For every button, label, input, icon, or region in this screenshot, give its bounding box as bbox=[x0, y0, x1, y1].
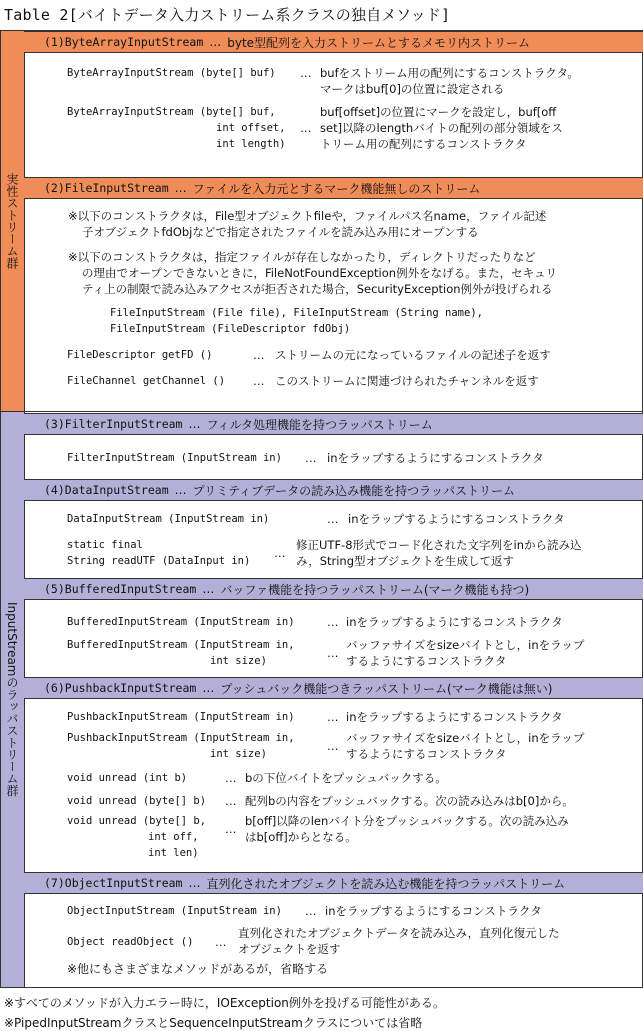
note-text: ティ上の制限で読み込みアクセスが拒否された場合，SecurityException例外が投げられる bbox=[82, 282, 553, 296]
section-description: プッシュバック機能つきラッパストリーム(マーク機能は無い) bbox=[220, 681, 553, 696]
method-signature: DataInputStream (InputStream in) bbox=[67, 513, 270, 525]
constructor-list: FileInputStream (FileDescriptor fdObj) bbox=[110, 323, 351, 335]
section-header-object bbox=[24, 872, 643, 894]
note-text: ※以下のコンストラクタは，指定ファイルが存在しなかったり，ディレクトリだったりなど bbox=[68, 250, 536, 264]
footer-note-ioexception: ※すべてのメソッドが入力エラー時に，IOException例外を投げる可能性がある。 bbox=[4, 996, 445, 1010]
section-header-buffered bbox=[24, 578, 643, 600]
section-description: フィルタ処理機能を持つラッパストリーム bbox=[206, 417, 433, 432]
section-class-name: (7)ObjectInputStream bbox=[44, 876, 183, 890]
section-header-pushback bbox=[24, 677, 643, 699]
note-text: ※以下のコンストラクタは，File型オブジェクトfileや，ファイルパス名name，ファイル記述 bbox=[68, 209, 547, 223]
method-signature: ObjectInputStream (InputStream in) bbox=[67, 905, 282, 917]
method-signature: int size) bbox=[210, 655, 267, 667]
method-description: inをラップするようにするコンストラクタ bbox=[346, 710, 563, 724]
section-description: ファイルを入力元とするマーク機能無しのストリーム bbox=[192, 181, 481, 196]
method-description: このストリームに関連づけられたチャンネルを返す bbox=[275, 374, 539, 388]
method-signature: int len) bbox=[148, 847, 199, 859]
section-class-name: (6)PushbackInputStream bbox=[44, 681, 197, 695]
method-signature: FileChannel getChannel () bbox=[67, 375, 226, 387]
separator: … bbox=[215, 935, 227, 949]
method-description: トリーム用の配列にするコンストラクタ bbox=[320, 137, 527, 151]
separator: … bbox=[300, 66, 312, 80]
method-description: 修正UTF-8形式でコード化された文字列をinから読み込 bbox=[296, 538, 582, 552]
method-signature: BufferedInputStream (InputStream in) bbox=[67, 616, 295, 628]
separator: … bbox=[174, 181, 187, 195]
section-class-name: (1)ByteArrayInputStream bbox=[44, 35, 204, 49]
method-signature: void unread (byte[] b, bbox=[67, 815, 207, 827]
method-description: 直列化されたオブジェクトデータを読み込み，直列化復元した bbox=[238, 926, 560, 940]
section-class-name: (2)FileInputStream bbox=[44, 181, 169, 195]
method-signature: FileDescriptor getFD () bbox=[67, 349, 213, 361]
method-description: み，String型オブジェクトを生成して返す bbox=[296, 554, 514, 568]
method-signature: ByteArrayInputStream (byte[] buf) bbox=[67, 67, 276, 79]
separator: … bbox=[209, 35, 222, 49]
section-class-name: (4)DataInputStream bbox=[44, 483, 169, 497]
method-signature: ByteArrayInputStream (byte[] buf, bbox=[67, 106, 276, 118]
section-description: byte型配列を入力ストリームとするメモリ内ストリーム bbox=[227, 35, 531, 50]
separator: … bbox=[174, 483, 187, 497]
separator: … bbox=[274, 546, 286, 560]
method-signature: BufferedInputStream (InputStream in, bbox=[67, 639, 295, 651]
real-stream-group-label bbox=[0, 30, 25, 412]
method-description: buf[offset]の位置にマークを設定し，buf[off bbox=[320, 105, 557, 119]
section-description: 直列化されたオブジェクトを読み込む機能を持つラッパストリーム bbox=[206, 876, 566, 891]
method-signature: Object readObject () bbox=[67, 936, 194, 948]
separator: … bbox=[188, 417, 201, 431]
separator: … bbox=[327, 615, 339, 629]
separator: … bbox=[202, 681, 215, 695]
method-signature: String readUTF (DataInput in) bbox=[67, 555, 251, 567]
method-signature: static final bbox=[67, 539, 143, 551]
method-description: b[off]以降のlenバイト分をプッシュバックする。次の読み込み bbox=[245, 814, 569, 828]
method-description: ストリームの元になっているファイルの記述子を返す bbox=[275, 348, 551, 362]
separator: … bbox=[225, 771, 237, 785]
separator: … bbox=[202, 582, 215, 596]
note-text: の理由でオープンできないときに，FileNotFoundException例外をなげる。また，セキュリ bbox=[82, 266, 558, 280]
section-header-file bbox=[24, 177, 643, 199]
section-class-name: (5)BufferedInputStream bbox=[44, 582, 197, 596]
method-description: オブジェクトを返す bbox=[238, 942, 341, 956]
note-text: 子オブジェクトfdObjなどで指定されたファイルを読み込み用にオープンする bbox=[82, 225, 479, 239]
separator: … bbox=[327, 512, 339, 526]
wrapper-stream-group-text: InputStreamのラッパストリーム群 bbox=[5, 602, 19, 797]
section-header-filter bbox=[24, 413, 643, 435]
method-description: inをラップするようにするコンストラクタ bbox=[348, 512, 565, 526]
method-description: bの下位バイトをプッシュバックする。 bbox=[245, 771, 447, 785]
section-note: ※他にもさまざまなメソッドがあるが，省略する bbox=[67, 962, 329, 976]
separator: … bbox=[188, 876, 201, 890]
section-description: プリミティブデータの読み込み機能を持つラッパストリーム bbox=[192, 483, 515, 498]
separator: … bbox=[327, 646, 339, 660]
method-signature: PushbackInputStream (InputStream in, bbox=[67, 732, 295, 744]
method-signature: void unread (int b) bbox=[67, 772, 188, 784]
method-signature: FilterInputStream (InputStream in) bbox=[67, 452, 282, 464]
separator: … bbox=[300, 121, 312, 135]
separator: … bbox=[305, 904, 317, 918]
method-description: バッファサイズをsizeバイトとし，inをラップ bbox=[346, 638, 585, 652]
method-description: set]以降のlengthバイトの配列の部分領域をス bbox=[320, 121, 563, 135]
footer-note-omitted: ※PipedInputStreamクラスとSequenceInputStreamクラスについては省略 bbox=[4, 1016, 423, 1030]
section-class-name: (3)FilterInputStream bbox=[44, 417, 183, 431]
separator: … bbox=[327, 710, 339, 724]
separator: … bbox=[327, 739, 339, 753]
method-signature: int off, bbox=[148, 831, 199, 843]
method-signature: int offset, bbox=[216, 122, 286, 134]
method-description: はb[off]からとなる。 bbox=[245, 830, 357, 844]
method-description: するようにするコンストラクタ bbox=[346, 747, 507, 761]
page-title: Table 2[バイトデータ入力ストリーム系クラスの独自メソッド] bbox=[4, 6, 451, 24]
method-signature: PushbackInputStream (InputStream in) bbox=[67, 711, 295, 723]
method-signature: int size) bbox=[210, 748, 267, 760]
method-description: bufをストリーム用の配列にするコンストラクタ。 bbox=[320, 66, 579, 80]
method-description: 配列bの内容をプッシュバックする。次の読み込みはb[0]から。 bbox=[245, 794, 574, 808]
section-header-data bbox=[24, 479, 643, 501]
method-description: するようにするコンストラクタ bbox=[346, 654, 507, 668]
separator: … bbox=[253, 374, 265, 388]
constructor-list: FileInputStream (File file), FileInputStream (String name), bbox=[110, 307, 483, 319]
method-signature: int length) bbox=[216, 138, 286, 150]
method-description: バッファサイズをsizeバイトとし，inをラップ bbox=[346, 731, 585, 745]
real-stream-group-text: 実性ストリーム群 bbox=[5, 173, 19, 269]
separator: … bbox=[225, 822, 237, 836]
section-description: バッファ機能を持つラッパストリーム(マーク機能も持つ) bbox=[220, 582, 530, 597]
method-description: inをラップするようにするコンストラクタ bbox=[325, 904, 542, 918]
method-signature: void unread (byte[] b) bbox=[67, 795, 207, 807]
method-description: inをラップするようにするコンストラクタ bbox=[327, 451, 544, 465]
separator: … bbox=[305, 451, 317, 465]
separator: … bbox=[253, 348, 265, 362]
wrapper-stream-group-label bbox=[0, 411, 25, 988]
method-description: マークはbuf[0]の位置に設定される bbox=[320, 82, 505, 96]
section-header-bytearray bbox=[24, 31, 643, 53]
method-description: inをラップするようにするコンストラクタ bbox=[346, 615, 563, 629]
separator: … bbox=[225, 794, 237, 808]
